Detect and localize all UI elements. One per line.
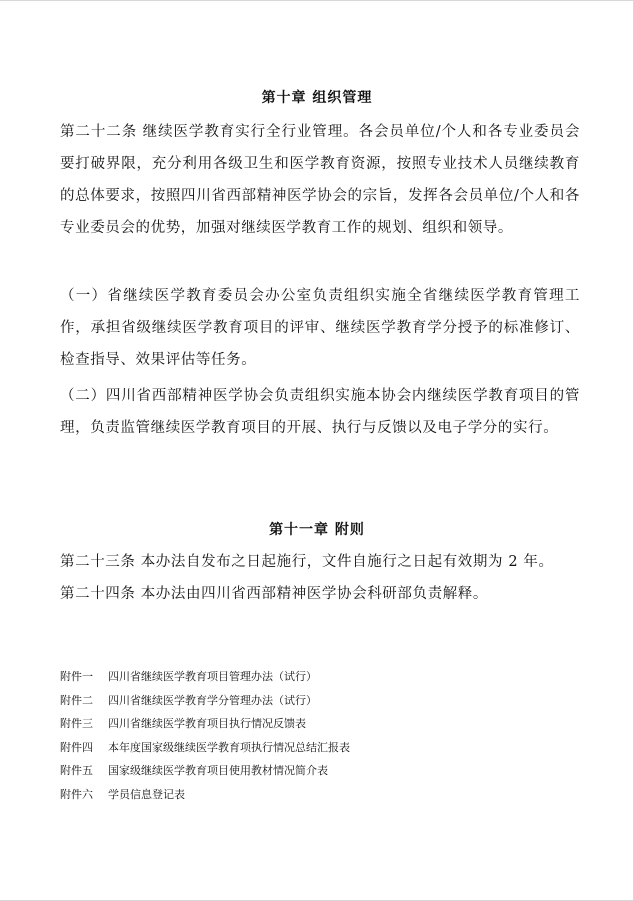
- attachment-label: 附件二: [60, 693, 93, 707]
- attachment-item: [60, 759, 580, 783]
- article-23: 第二十三条 本办法自发布之日起施行，文件自施行之日起有效期为 2 年。: [60, 554, 554, 570]
- attachment-label: 附件五: [60, 764, 93, 777]
- article-22-item-2: （二）四川省西部精神医学协会负责组织实施本协会内继续医学教育项目的管理，负责监管继续医学教育项目的开展、执行与反馈以及电子学分的实行。: [60, 388, 580, 436]
- article-22: 第二十二条 继续医学教育实行全行业管理。各会员单位/个人和各专业委员会要打破界限，充分利用各级卫生和医学教育资源，按照专业技术人员继续教育的总体要求，按照四川省西部精神医学协会的宗旨，发挥各会员单位/个人和各专业委员会的优势，加强对继续医学教育工作的规划、组织和领导。: [60, 124, 580, 236]
- attachment-item: [60, 665, 580, 689]
- article-22-item-1: （一）省继续医学教育委员会办公室负责组织实施全省继续医学教育管理工作，承担省级继续医学教育项目的评审、继续医学教育学分授予的标准修订、检查指导、效果评估等任务。: [60, 288, 580, 368]
- attachment-label: 附件六: [60, 787, 93, 801]
- attachment-item: [60, 712, 580, 736]
- article-24: 第二十四条 本办法由四川省西部精神医学协会科研部负责解释。: [60, 586, 489, 602]
- attachment-title: 本年度国家级继续医学教育项执行情况总结汇报表: [108, 740, 350, 754]
- attachment-label: 附件三: [60, 717, 93, 730]
- chapter-11-title: 第十一章 附则: [269, 522, 365, 538]
- chapter-10-title: 第十章 组织管理: [261, 90, 373, 106]
- attachment-title: 四川省继续医学教育学分管理办法（试行）: [108, 693, 317, 707]
- attachment-item: [60, 783, 580, 807]
- attachment-title: 四川省继续医学教育项目管理办法（试行）: [108, 670, 317, 683]
- attachment-title: 国家级继续医学教育项目使用教材情况简介表: [108, 764, 328, 777]
- attachment-list: [60, 665, 580, 806]
- attachment-title: 学员信息登记表: [108, 787, 185, 801]
- attachment-item: [60, 736, 580, 760]
- attachment-label: 附件四: [60, 740, 93, 754]
- attachment-label: 附件一: [60, 670, 93, 683]
- attachment-title: 四川省继续医学教育项目执行情况反馈表: [108, 717, 306, 730]
- attachment-item: [60, 689, 580, 713]
